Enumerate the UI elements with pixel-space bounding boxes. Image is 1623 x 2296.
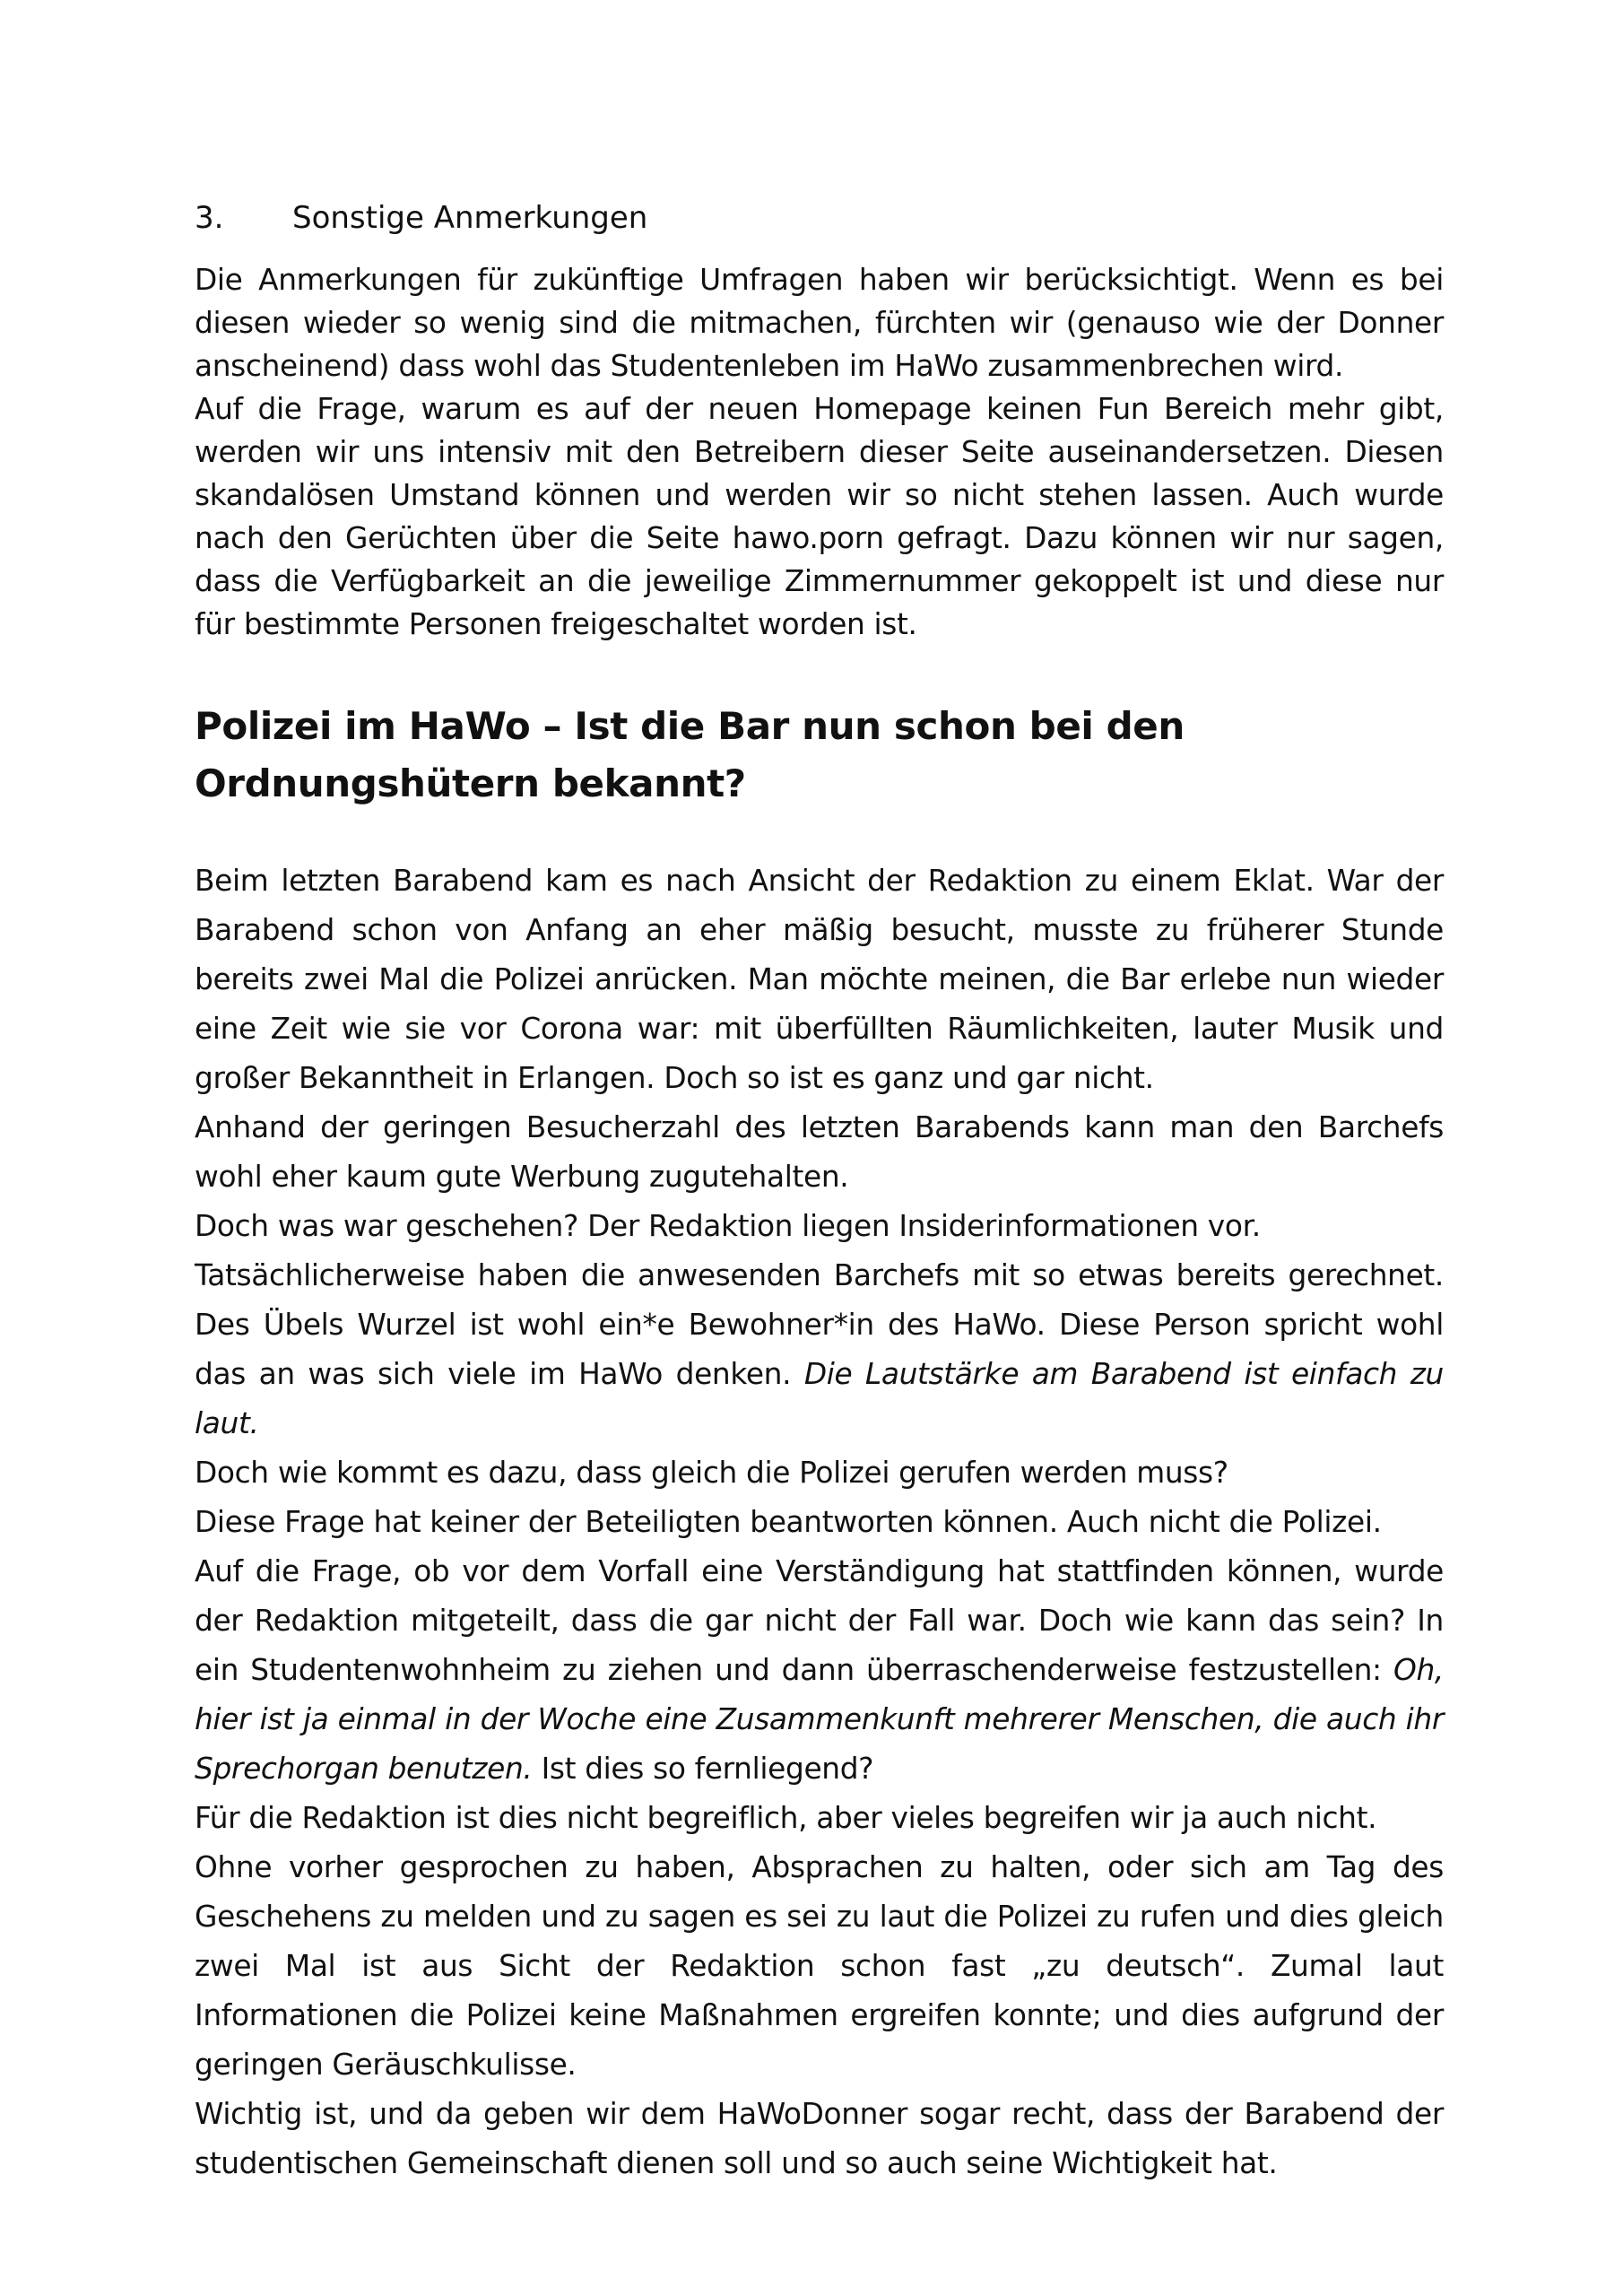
article-paragraph — [195, 1547, 1444, 1794]
paragraph-text: Beim letzten Barabend kam es nach Ansicht der Redaktion zu einem Eklat. War der Barabend schon von Anfang an eher mäßig besucht, musste zu früherer Stunde bereits zwei Mal die Polizei anrücken. Man möchte meinen, die Bar erlebe nun wieder eine Zeit wie sie vor Corona war: mit überfüllten Räumlichkeiten, lauter Musik und großer Bekanntheit in Erlangen. Doch so ist es ganz und gar nicht. — [195, 864, 1444, 1095]
paragraph-text: Auf die Frage, ob vor dem Vorfall eine Verständigung hat stattfinden können, wurde der Redaktion mitgeteilt, dass die gar nicht der Fall war. Doch wie kann das sein? In ein Studentenwohnheim zu ziehen und dann überraschenderweise festzustellen: — [195, 1554, 1444, 1687]
paragraph-text: Ohne vorher gesprochen zu haben, Absprachen zu halten, oder sich am Tag des Geschehens zu melden und zu sagen es sei zu laut die Polizei zu rufen und dies gleich zwei Mal ist aus Sicht der Redaktion schon fast „zu deutsch“. Zumal laut Informationen die Polizei keine Maßnahmen ergreifen konnte; und dies aufgrund der geringen Geräuschkulisse. — [195, 1850, 1444, 2082]
article-paragraph — [195, 1448, 1444, 1498]
article-paragraph — [195, 1498, 1444, 1547]
paragraph-text: Für die Redaktion ist dies nicht begreiflich, aber vieles begreifen wir ja auch nicht. — [195, 1801, 1377, 1835]
article-paragraph — [195, 1843, 1444, 2090]
article-paragraph — [195, 1202, 1444, 1251]
article-headline: Polizei im HaWo – Ist die Bar nun schon bei den Ordnungshütern bekannt? — [195, 704, 1185, 805]
section-number: 3. — [195, 200, 224, 236]
paragraph-text: Anhand der geringen Besucherzahl des letzten Barabends kann man den Barchefs wohl eher kaum gute Werbung zugutehalten. — [195, 1110, 1444, 1194]
section-heading — [195, 196, 647, 240]
section-body — [195, 258, 1444, 646]
italic-quote: Oh, hier ist ja einmal in der Woche eine Zusammenkunft mehrerer Menschen, die auch ihr Sprechorgan benutzen. — [195, 1653, 1445, 1786]
section-paragraph: Auf die Frage, warum es auf der neuen Homepage keinen Fun Bereich mehr gibt, werden wir uns intensiv mit den Betreibern dieser Seite auseinandersetzen. Diesen skandalösen Umstand können und werden wir so nicht stehen lassen. Auch wurde nach den Gerüchten über die Seite hawo.porn gefragt. Dazu können wir nur sagen, dass die Verfügbarkeit an die jeweilige Zimmernummer gekoppelt ist und diese nur für bestimmte Personen freigeschaltet worden ist. — [195, 392, 1444, 641]
article-paragraph — [195, 1251, 1444, 1448]
paragraph-text: Doch was war geschehen? Der Redaktion liegen Insiderinformationen vor. — [195, 1209, 1261, 1243]
paragraph-text: Tatsächlicherweise haben die anwesenden Barchefs mit so etwas bereits gerechnet. Des Übels Wurzel ist wohl ein*e Bewohner*in des HaWo. Diese Person spricht wohl das an was sich viele im HaWo denken. — [195, 1258, 1444, 1391]
italic-quote: Die Lautstärke am Barabend ist einfach zu laut. — [195, 1357, 1444, 1440]
paragraph-text: Ist dies so fernliegend? — [541, 1752, 874, 1786]
article-paragraph — [195, 2090, 1444, 2188]
paragraph-text: Wichtig ist, und da geben wir dem HaWoDonner sogar recht, dass der Barabend der studentischen Gemeinschaft dienen soll und so auch seine Wichtigkeit hat. — [195, 2097, 1444, 2180]
section-title: Sonstige Anmerkungen — [292, 200, 648, 236]
section-paragraph: Die Anmerkungen für zukünftige Umfragen haben wir berücksichtigt. Wenn es bei diesen wieder so wenig sind die mitmachen, fürchten wir (genauso wie der Donner anscheinend) dass wohl das Studentenleben im HaWo zusammenbrechen wird. — [195, 263, 1444, 383]
article-paragraph — [195, 1103, 1444, 1202]
paragraph-text: Doch wie kommt es dazu, dass gleich die Polizei gerufen werden muss? — [195, 1456, 1228, 1490]
paragraph-text: Diese Frage hat keiner der Beteiligten beantworten können. Auch nicht die Polizei. — [195, 1505, 1382, 1539]
article-paragraph — [195, 857, 1444, 1103]
article-paragraph — [195, 1794, 1444, 1843]
article-body — [195, 857, 1444, 2188]
